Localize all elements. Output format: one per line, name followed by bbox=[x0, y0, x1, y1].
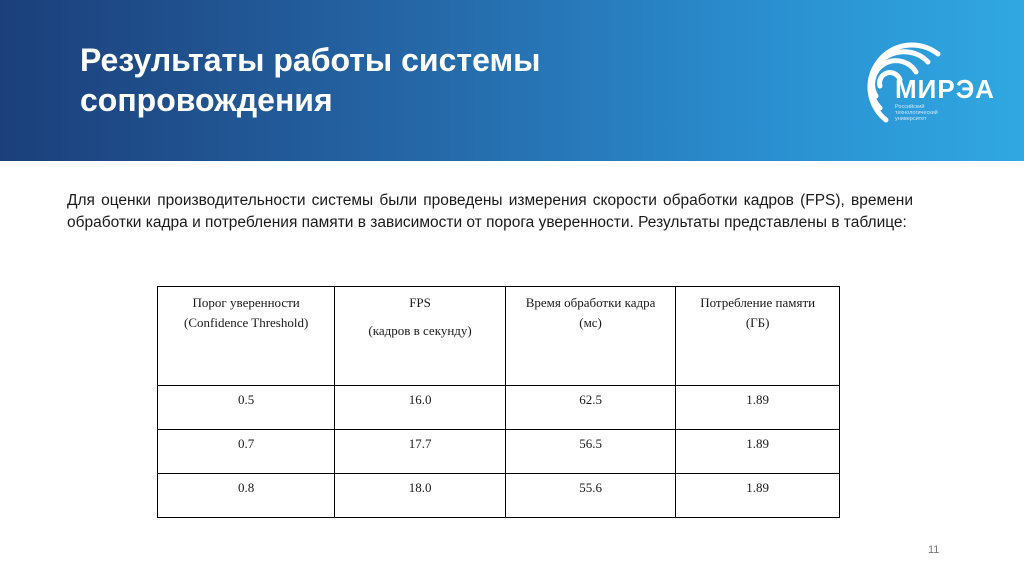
results-table bbox=[157, 286, 840, 518]
cell-frame-time: 55.6 bbox=[505, 474, 676, 518]
cell-frame-time: 62.5 bbox=[505, 386, 676, 430]
intro-paragraph: Для оценки производительности системы были проведены измерения скорости обработки кадров (FPS), времени обработки кадра и потребления памяти в зависимости от порога уверенности. Результаты представлены в таблице: bbox=[67, 192, 913, 231]
slide-title bbox=[80, 40, 720, 120]
logo-subtitle: Российский технологический университет bbox=[895, 104, 938, 122]
cell-memory: 1.89 bbox=[676, 386, 840, 430]
title-line-1: Результаты работы системы bbox=[80, 42, 541, 78]
header-memory-line2: (ГБ) bbox=[745, 315, 770, 330]
header-threshold bbox=[158, 287, 335, 386]
header-threshold-line2: (Confidence Threshold) bbox=[184, 315, 309, 330]
cell-fps: 18.0 bbox=[335, 474, 506, 518]
header-fps-line2: (кадров в секунду) bbox=[368, 323, 472, 338]
cell-fps: 17.7 bbox=[335, 430, 506, 474]
logo-name: МИРЭА bbox=[895, 74, 995, 104]
header-fps-line1: FPS bbox=[409, 295, 431, 310]
header-frame-time-line1: Время обработки кадра bbox=[525, 295, 656, 310]
header-memory bbox=[676, 287, 840, 386]
cell-threshold: 0.5 bbox=[158, 386, 335, 430]
page-number: 11 bbox=[928, 544, 940, 556]
header-fps bbox=[335, 287, 506, 386]
cell-memory: 1.89 bbox=[676, 430, 840, 474]
table-row bbox=[158, 386, 840, 430]
table-header-row bbox=[158, 287, 840, 386]
table-row bbox=[158, 430, 840, 474]
header-frame-time bbox=[505, 287, 676, 386]
header-frame-time-line2: (мс) bbox=[579, 315, 602, 330]
cell-threshold: 0.8 bbox=[158, 474, 335, 518]
cell-fps: 16.0 bbox=[335, 386, 506, 430]
cell-frame-time: 56.5 bbox=[505, 430, 676, 474]
title-line-2: сопровождения bbox=[80, 82, 333, 118]
table-row bbox=[158, 474, 840, 518]
header-banner bbox=[0, 0, 1024, 161]
header-threshold-line1: Порог уверенности bbox=[192, 295, 300, 310]
cell-threshold: 0.7 bbox=[158, 430, 335, 474]
header-memory-line1: Потребление памяти bbox=[700, 295, 816, 310]
cell-memory: 1.89 bbox=[676, 474, 840, 518]
